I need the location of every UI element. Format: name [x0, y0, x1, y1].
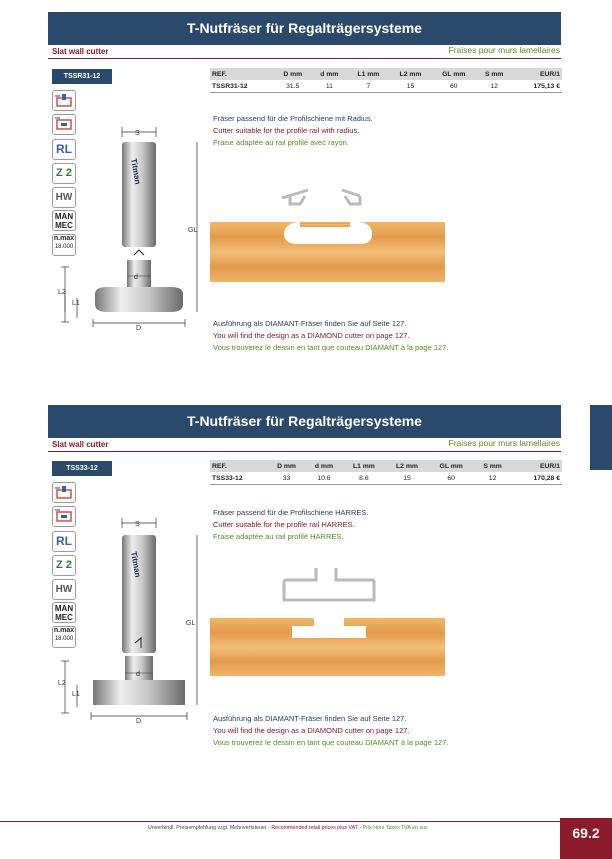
divider — [48, 451, 561, 452]
desc-de: Fräser passend für die Profilschiene mit Radius. — [213, 114, 373, 123]
subtitle-fr: Fraises pour murs lamellaires — [448, 45, 560, 55]
dim-d-label: d — [136, 671, 140, 678]
dim-D-label: D — [136, 718, 142, 723]
spec-table — [210, 68, 562, 93]
cutter-head — [93, 680, 185, 705]
mec-label: MEC — [55, 613, 73, 622]
dim-s-label: S — [135, 521, 140, 528]
note-en: You will find the design as a DIAMOND cutter on page 127. — [213, 331, 410, 340]
note-fr: Vous trouverez le dessin en tant que couteau DIAMANT à la page 127. — [213, 738, 449, 747]
footer-en: Recommended retail prices plus VAT — [271, 825, 358, 831]
dim-gl-label: GL — [188, 227, 198, 234]
desc-fr: Fraise adaptée au rail profilé HARRES. — [213, 532, 344, 541]
col-header: L2 mm — [385, 460, 428, 472]
cutter-neck — [127, 260, 151, 288]
cell: 15 — [385, 472, 428, 485]
col-header: GL mm — [429, 460, 474, 472]
wood-panel — [210, 222, 445, 282]
dim-l2-label: L2 — [58, 289, 66, 296]
dim-l2-label: L2 — [58, 680, 66, 687]
note-de: Ausführung als DIAMANT-Fräser finden Sie auf Seite 127. — [213, 714, 407, 723]
product-title: T-Nutfräser für Regalträgersysteme — [48, 405, 561, 438]
divider — [48, 58, 561, 59]
cell: 12 — [476, 80, 513, 93]
col-header: d mm — [311, 68, 347, 80]
teeth-count-icon: Z 2 — [52, 555, 76, 576]
col-header: S mm — [474, 460, 511, 472]
cutter-drawing — [55, 122, 215, 332]
router-vertical-icon — [52, 90, 76, 111]
table-header-row — [210, 460, 562, 472]
dim-D-label: D — [136, 325, 142, 332]
notes-block — [213, 713, 448, 749]
page-number: 69.2 — [560, 818, 612, 859]
slot-illustration — [210, 566, 450, 681]
cutter-head — [95, 287, 183, 312]
note-fr: Vous trouverez le dessin en tant que couteau DIAMANT à la page 127. — [213, 343, 449, 352]
material-hw-icon: HW — [52, 187, 76, 208]
cell: 11 — [311, 80, 347, 93]
nmax-label: n.max — [53, 627, 75, 634]
footer-fr: Prix Hors Taxes TVA en sus — [362, 825, 428, 831]
col-header: d mm — [306, 460, 343, 472]
table-row — [210, 472, 562, 485]
cell: 7 — [347, 80, 389, 93]
brand-label: Titman — [129, 550, 143, 579]
material-hw-icon: HW — [52, 579, 76, 600]
subtitle-en: Slat wall cutter — [52, 47, 109, 56]
dim-l1-label: L1 — [72, 691, 80, 698]
desc-fr: Fraise adaptée au rail profilé avec rayon. — [213, 138, 349, 147]
note-de: Ausführung als DIAMANT-Fräser finden Sie auf Seite 127. — [213, 319, 407, 328]
shank — [122, 142, 156, 247]
description-block — [213, 507, 368, 543]
cell: 8.6 — [342, 472, 385, 485]
cell-price: 175,13 € — [512, 80, 562, 93]
dim-s-label: S — [135, 130, 140, 137]
product-title: T-Nutfräser für Regalträgersysteme — [48, 12, 561, 45]
cutter-drawing — [55, 513, 215, 723]
desc-de: Fräser passend für die Profilschiene HARRES. — [213, 508, 369, 517]
nmax-value: 18.000 — [54, 244, 74, 250]
dim-d-label: d — [134, 274, 138, 281]
cell: 60 — [429, 472, 474, 485]
subtitle-fr: Fraises pour murs lamellaires — [448, 438, 560, 448]
col-header: S mm — [476, 68, 513, 80]
col-header: D mm — [274, 68, 311, 80]
note-en: You will find the design as a DIAMOND cutter on page 127. — [213, 726, 410, 735]
col-header: L1 mm — [347, 68, 389, 80]
col-header: REF. — [210, 68, 274, 80]
desc-en: Cutter suitable for the profile rail HARRES. — [213, 520, 355, 529]
col-header: EUR/1 — [512, 68, 562, 80]
ref-badge: TSSR31-12 — [52, 69, 112, 84]
man-label: MAN — [54, 212, 74, 221]
col-header: EUR/1 — [511, 460, 562, 472]
footer-text — [148, 825, 428, 831]
footer-sep: - — [357, 825, 363, 831]
cell: 60 — [432, 80, 476, 93]
ref-badge: TSS33-12 — [52, 461, 112, 476]
man-label: MAN — [54, 604, 74, 613]
cell: 12 — [474, 472, 511, 485]
rotation-rl-icon: RL — [52, 531, 76, 552]
table-row — [210, 80, 562, 93]
router-vertical-icon — [52, 482, 76, 503]
cell: 31.5 — [274, 80, 311, 93]
desc-en: Cutter suitable for the profile rail with radius. — [213, 126, 360, 135]
col-header: L1 mm — [342, 460, 385, 472]
spec-table — [210, 460, 562, 485]
teeth-count-icon: Z 2 — [52, 163, 76, 184]
section-tab — [590, 405, 612, 470]
mec-label: MEC — [55, 221, 73, 230]
notes-block — [213, 318, 448, 354]
brand-label: Titman — [129, 157, 143, 186]
nmax-value: 18.000 — [54, 636, 74, 642]
description-block — [213, 113, 373, 149]
footer-rule — [0, 821, 560, 822]
col-header: REF. — [210, 460, 268, 472]
slot-illustration — [210, 172, 450, 287]
footer-de: Unverbindl. Preisempfehlung zzgl. Mehrwertsteuer - — [148, 825, 272, 831]
rotation-rl-icon: RL — [52, 139, 76, 160]
cell: 10.6 — [306, 472, 343, 485]
cell-price: 170,28 € — [511, 472, 562, 485]
col-header: L2 mm — [389, 68, 431, 80]
cell: 33 — [268, 472, 306, 485]
nmax-label: n.max — [53, 235, 75, 242]
cell-ref: TSSR31-12 — [210, 80, 274, 93]
subtitle-en: Slat wall cutter — [52, 440, 109, 449]
cell-ref: TSS33-12 — [210, 472, 268, 485]
col-header: GL mm — [432, 68, 476, 80]
cell: 15 — [389, 80, 431, 93]
col-header: D mm — [268, 460, 306, 472]
dim-l1-label: L1 — [72, 300, 80, 307]
dim-gl-label: GL — [186, 620, 196, 627]
wood-panel — [210, 618, 445, 676]
table-header-row — [210, 68, 562, 80]
